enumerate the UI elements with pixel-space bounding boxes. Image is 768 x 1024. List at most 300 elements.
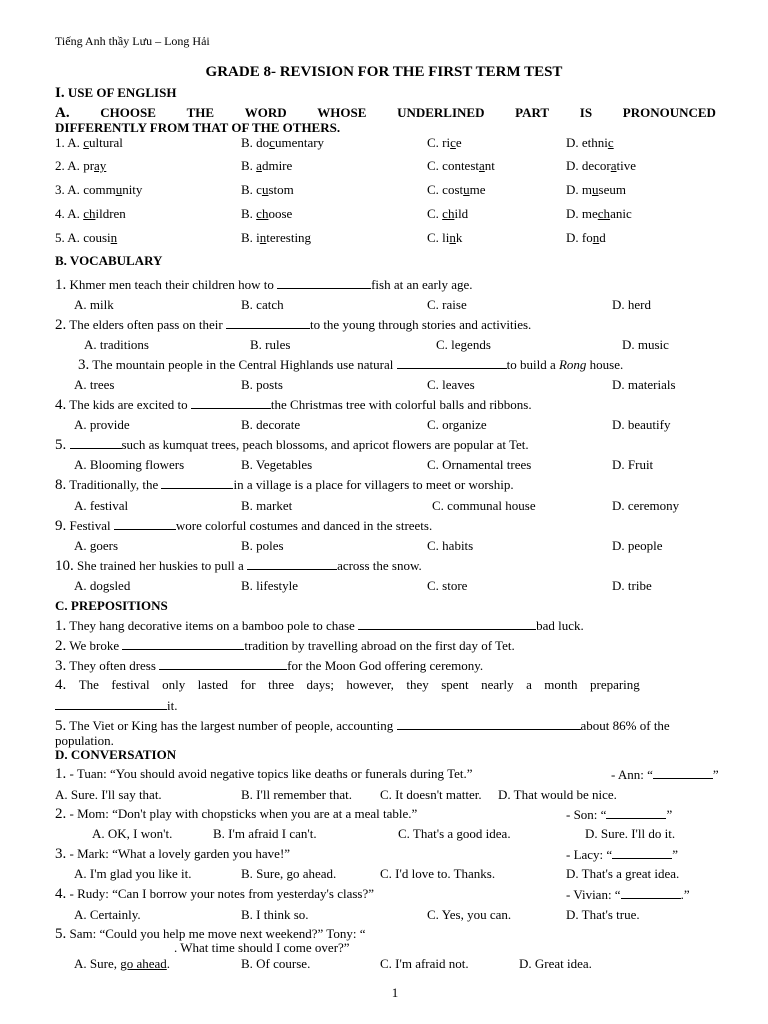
answer-option[interactable] — [213, 826, 317, 842]
answer-blank[interactable] — [247, 557, 337, 570]
answer-blank[interactable] — [161, 476, 233, 489]
question-number: 10. — [55, 558, 74, 574]
section-d-heading: D. CONVERSATION — [55, 747, 177, 762]
word-part: dmire — [261, 158, 293, 173]
word-part: oose — [268, 206, 293, 221]
word-part: stom — [268, 182, 294, 197]
prep-question-q3 — [55, 657, 483, 674]
section-a-letter: A. — [55, 105, 70, 121]
question-text: to the young through stories and activities. — [309, 317, 532, 332]
answer-option[interactable] — [74, 578, 130, 594]
answer-blank[interactable] — [122, 637, 244, 650]
pron-option[interactable] — [427, 182, 486, 198]
answer-option[interactable] — [74, 907, 141, 923]
answer-option[interactable] — [241, 538, 284, 554]
answer-option[interactable] — [74, 956, 170, 972]
answer-option[interactable] — [241, 787, 352, 803]
answer-option[interactable] — [241, 377, 283, 393]
word-part: teresting — [266, 230, 312, 245]
option-text: A. provide — [74, 417, 130, 432]
option-text: C. It doesn't matter. — [380, 787, 482, 802]
question-text: - Mom: “Don't play with chopsticks when you are at a meal table.” — [69, 806, 418, 821]
word-part: me — [469, 182, 486, 197]
option-text: C. organize — [427, 417, 487, 432]
pron-option[interactable] — [241, 135, 324, 151]
answer-blank[interactable] — [114, 517, 176, 530]
option-letter: D. — [566, 158, 582, 173]
option-letter: C. — [427, 230, 443, 245]
option-text: C. Yes, you can. — [427, 907, 512, 922]
vocab-question-q3 — [78, 356, 623, 373]
conv-question-q3 — [55, 846, 290, 862]
option-letter: B. — [241, 206, 257, 221]
answer-option[interactable] — [612, 538, 663, 554]
option-letter: A. — [67, 230, 84, 245]
pron-option[interactable] — [241, 182, 294, 198]
option-text: D. herd — [612, 297, 651, 312]
option-letter: A. — [67, 182, 84, 197]
answer-option[interactable] — [380, 787, 482, 803]
heading-word: THE — [186, 105, 215, 120]
question-word: however, — [346, 677, 394, 692]
question-text: - Mark: “What a lovely garden you have!” — [69, 846, 291, 861]
question-number: 4. — [55, 397, 67, 413]
page-title: GRADE 8- REVISION FOR THE FIRST TERM TEST — [205, 64, 563, 80]
answer-option[interactable] — [566, 866, 679, 882]
option-text: D. tribe — [612, 578, 652, 593]
question-word: three — [268, 677, 295, 692]
word-part: c — [256, 182, 262, 197]
answer-option[interactable] — [74, 498, 128, 514]
question-number: 3. — [55, 182, 65, 197]
answer-option[interactable] — [241, 866, 336, 882]
option-text: C. Ornamental trees — [427, 457, 532, 472]
answer-blank[interactable] — [70, 436, 122, 449]
question-text-line2: population. — [55, 733, 114, 748]
answer-option[interactable] — [92, 826, 172, 842]
question-text: about 86% of the — [580, 718, 670, 733]
reply-close: ” — [666, 807, 673, 822]
answer-blank[interactable] — [397, 356, 507, 369]
question-text: . What time should I come over?” — [174, 940, 350, 955]
section-a-heading — [55, 105, 716, 121]
question-number: 4. — [55, 677, 67, 693]
answer-option[interactable] — [250, 337, 290, 353]
option-text: B. rules — [250, 337, 291, 352]
conv-question-q5-line2 — [74, 940, 350, 956]
option-text: B. I think so. — [241, 907, 309, 922]
reply-speaker: - Vivian: “ — [566, 887, 621, 902]
pron-option[interactable] — [55, 182, 142, 198]
underlined-part: c — [269, 135, 275, 150]
word-part: comm — [83, 182, 116, 197]
option-text: D. Sure. I'll do it. — [585, 826, 676, 841]
answer-blank[interactable] — [226, 316, 310, 329]
option-text: C. I'd love to. Thanks. — [380, 866, 496, 881]
answer-option[interactable] — [612, 457, 653, 473]
word-part: seum — [598, 182, 626, 197]
question-number: 5. — [55, 718, 67, 734]
pron-option[interactable] — [566, 182, 626, 198]
question-italic-text: Rong — [558, 357, 587, 372]
answer-option[interactable] — [241, 297, 284, 313]
option-text: C. raise — [427, 297, 467, 312]
question-number: 4. — [55, 886, 67, 902]
answer-blank[interactable] — [191, 396, 271, 409]
question-text: The mountain people in the Central Highlands use natural — [92, 357, 397, 372]
section-b-heading: B. VOCABULARY — [55, 253, 163, 268]
answer-option[interactable] — [427, 538, 473, 554]
pron-option[interactable] — [427, 158, 495, 174]
question-word: days; — [306, 677, 334, 692]
pron-option[interactable] — [241, 206, 292, 222]
option-text: D. materials — [612, 377, 676, 392]
heading-word: PART — [515, 105, 550, 120]
reply-speaker: - Lacy: “ — [566, 847, 613, 862]
option-letter: A. — [67, 135, 84, 150]
pron-option[interactable] — [55, 230, 117, 246]
word-part: cousi — [83, 230, 111, 245]
option-text: D. Fruit — [612, 457, 654, 472]
option-text: A. OK, I won't. — [92, 826, 173, 841]
answer-option[interactable] — [84, 337, 149, 353]
word-part: umentary — [274, 135, 325, 150]
option-underlined-text: go ahead — [120, 956, 167, 971]
option-text: B. Vegetables — [241, 457, 313, 472]
question-text: They hang decorative items on a bamboo pole to chase — [69, 618, 359, 633]
option-text: B. posts — [241, 377, 283, 392]
answer-option[interactable] — [380, 866, 495, 882]
answer-option[interactable] — [427, 578, 467, 594]
section-c-heading: C. PREPOSITIONS — [55, 598, 168, 613]
question-text: Festival — [69, 518, 114, 533]
question-text: Khmer men teach their children how to — [69, 277, 278, 292]
question-word: for — [240, 677, 256, 692]
option-letter: A. — [67, 206, 84, 221]
underlined-part: ch — [83, 206, 96, 221]
answer-option[interactable] — [74, 538, 118, 554]
option-letter: D. — [566, 182, 582, 197]
vocab-question-q8 — [55, 476, 514, 493]
option-text: C. habits — [427, 538, 474, 553]
underlined-part: ch — [256, 206, 269, 221]
header-note: Tiếng Anh thầy Lưu – Long Hải — [55, 34, 210, 48]
question-number: 3. — [55, 846, 67, 862]
option-text: B. I'm afraid I can't. — [213, 826, 317, 841]
option-text: A. traditions — [84, 337, 149, 352]
reply-speaker: - Son: “ — [566, 807, 607, 822]
pron-option[interactable] — [566, 135, 614, 151]
conv-question-q1 — [55, 766, 473, 782]
option-letter: D. — [566, 135, 582, 150]
answer-option[interactable] — [241, 417, 300, 433]
word-part: decor — [581, 158, 611, 173]
answer-option[interactable] — [427, 417, 487, 433]
option-text: . — [166, 956, 171, 971]
part-heading — [55, 85, 176, 101]
question-number: 3. — [78, 357, 90, 373]
answer-option[interactable] — [427, 457, 531, 473]
question-text: house. — [586, 357, 624, 372]
vocab-question-q1 — [55, 276, 473, 293]
answer-option[interactable] — [566, 907, 640, 923]
option-text: D. people — [612, 538, 663, 553]
pron-option[interactable] — [427, 135, 462, 151]
option-text: A. Certainly. — [74, 907, 141, 922]
underlined-part: a — [256, 158, 262, 173]
question-number: 1. — [55, 618, 67, 634]
question-text: The elders often pass on their — [69, 317, 226, 332]
option-letter: B. — [241, 158, 257, 173]
answer-option[interactable] — [241, 956, 310, 972]
answer-option[interactable] — [612, 578, 652, 594]
question-number: 1. — [55, 766, 67, 782]
answer-option[interactable] — [74, 457, 184, 473]
prep-question-q1 — [55, 617, 584, 634]
reply-close: ” — [672, 847, 678, 862]
option-text: A. I'm glad you like it. — [74, 866, 192, 881]
answer-option[interactable] — [398, 826, 511, 842]
question-text: to build a — [506, 357, 559, 372]
underlined-part: n — [592, 230, 600, 245]
answer-option[interactable] — [74, 297, 114, 313]
option-text: D. beautify — [612, 417, 671, 432]
question-word: spent — [441, 677, 469, 692]
option-letter: A. — [67, 158, 84, 173]
word-part: nt — [484, 158, 495, 173]
question-text: the Christmas tree with colorful balls and ribbons. — [270, 397, 532, 412]
question-text: The kids are excited to — [69, 397, 191, 412]
answer-option[interactable] — [427, 377, 475, 393]
pron-option[interactable] — [427, 230, 462, 246]
question-number: 5. — [55, 926, 67, 942]
question-text: - Tuan: “You should avoid negative topics like deaths or funerals during Tet.” — [69, 766, 473, 781]
answer-blank[interactable] — [55, 697, 167, 710]
conv-question-q4 — [55, 886, 374, 902]
word-part: li — [442, 230, 450, 245]
underlined-part: a — [610, 158, 617, 173]
option-text: A. festival — [74, 498, 129, 513]
option-text: B. poles — [241, 538, 284, 553]
reply-close: ” — [712, 767, 719, 782]
word-part: ild — [454, 206, 469, 221]
question-text: wore colorful costumes and danced in the streets. — [175, 518, 433, 533]
underlined-part: u — [261, 182, 269, 197]
pron-option[interactable] — [241, 230, 311, 246]
underlined-part: c — [450, 135, 456, 150]
question-text: tradition by travelling abroad on the first day of Tet. — [244, 638, 515, 653]
underlined-part: ch — [442, 206, 455, 221]
option-text: B. lifestyle — [241, 578, 299, 593]
option-text: D. That would be nice. — [498, 787, 617, 802]
pron-option[interactable] — [241, 158, 292, 174]
answer-option[interactable] — [380, 956, 469, 972]
answer-option[interactable] — [519, 956, 592, 972]
option-text: A. Sure. I'll say that. — [55, 787, 162, 802]
pron-option[interactable] — [566, 158, 636, 174]
option-letter: C. — [427, 182, 443, 197]
underlined-part: ch — [597, 206, 611, 221]
answer-option[interactable] — [612, 417, 670, 433]
option-text: A. dogsled — [74, 578, 131, 593]
question-word: only — [162, 677, 186, 692]
answer-option[interactable] — [427, 907, 511, 923]
option-text: B. decorate — [241, 417, 301, 432]
answer-option[interactable] — [427, 297, 467, 313]
word-part: anic — [610, 206, 632, 221]
answer-blank[interactable] — [358, 617, 536, 630]
word-part: nity — [122, 182, 143, 197]
answer-blank[interactable] — [612, 846, 672, 859]
answer-option[interactable] — [55, 787, 162, 803]
pron-option[interactable] — [566, 206, 632, 222]
option-text: A. milk — [74, 297, 114, 312]
answer-option[interactable] — [432, 498, 536, 514]
vocab-question-q10 — [55, 557, 422, 574]
question-number: 2. — [55, 638, 67, 654]
pron-option[interactable] — [55, 206, 126, 222]
pron-option[interactable] — [566, 230, 606, 246]
question-text: in a village is a place for villagers to meet or worship. — [233, 477, 514, 492]
answer-blank[interactable] — [653, 766, 713, 779]
answer-option[interactable] — [241, 578, 298, 594]
question-number: 9. — [55, 518, 67, 534]
answer-blank[interactable] — [277, 276, 371, 289]
answer-option[interactable] — [585, 826, 675, 842]
prep-question-q4-line2 — [55, 697, 177, 714]
answer-blank[interactable] — [397, 717, 581, 730]
option-text: A. Blooming flowers — [74, 457, 185, 472]
question-text: Traditionally, the — [69, 477, 162, 492]
option-letter: C. — [427, 206, 443, 221]
question-number: 1. — [55, 277, 67, 293]
word-part: fo — [581, 230, 593, 245]
answer-option[interactable] — [74, 866, 192, 882]
question-number: 4. — [55, 206, 65, 221]
question-text: fish at an early age. — [371, 277, 473, 292]
prep-question-q4 — [55, 677, 640, 693]
question-text: She trained her huskies to pull a — [77, 558, 248, 573]
option-text: B. market — [241, 498, 293, 513]
word-part: d — [599, 230, 606, 245]
section-a-heading-line2: DIFFERENTLY FROM THAT OF THE OTHERS. — [55, 120, 341, 135]
word-part: pr — [83, 158, 95, 173]
question-word: lasted — [197, 677, 228, 692]
heading-word: WORD — [244, 105, 287, 120]
answer-option[interactable] — [612, 297, 651, 313]
word-part: k — [455, 230, 463, 245]
question-word: nearly — [481, 677, 514, 692]
underlined-part: u — [115, 182, 123, 197]
question-text: it. — [167, 698, 178, 713]
heading-word: CHOOSE — [100, 105, 156, 120]
question-number: 8. — [55, 477, 67, 493]
pron-option[interactable] — [55, 135, 123, 151]
option-letter: D. — [566, 206, 582, 221]
option-letter: B. — [241, 230, 257, 245]
heading-word: PRONOUNCED — [622, 105, 716, 120]
answer-blank[interactable] — [606, 806, 666, 819]
option-text: C. store — [427, 578, 468, 593]
part-label: USE OF ENGLISH — [67, 85, 177, 100]
reply-prompt — [566, 806, 672, 823]
question-text: such as kumquat trees, peach blossoms, and apricot flowers are popular at Tet. — [121, 437, 529, 452]
reply-prompt — [566, 846, 678, 863]
word-part: e — [455, 135, 462, 150]
option-text: D. That's a great idea. — [566, 866, 680, 881]
answer-option[interactable] — [74, 417, 130, 433]
question-word: month — [544, 677, 578, 692]
question-text: The Viet or King has the largest number of people, accounting — [69, 718, 397, 733]
question-number: 2. — [55, 806, 67, 822]
answer-blank[interactable] — [159, 657, 287, 670]
part-number: I. — [55, 85, 65, 101]
underlined-part: a — [479, 158, 485, 173]
answer-option[interactable] — [612, 377, 676, 393]
answer-option[interactable] — [498, 787, 617, 803]
option-text: C. legends — [436, 337, 491, 352]
option-letter: B. — [241, 182, 257, 197]
question-text: across the snow. — [337, 558, 422, 573]
option-letter: C. — [427, 135, 443, 150]
option-letter: C. — [427, 158, 443, 173]
underlined-part: n — [110, 230, 118, 245]
answer-option[interactable] — [74, 377, 114, 393]
answer-option[interactable] — [241, 907, 309, 923]
vocab-question-q5 — [55, 436, 529, 453]
word-part: m — [581, 182, 593, 197]
answer-option[interactable] — [241, 498, 292, 514]
reply-close: .” — [680, 887, 690, 902]
option-text: B. Of course. — [241, 956, 311, 971]
option-text: D. Great idea. — [519, 956, 592, 971]
option-text: C. That's a good idea. — [398, 826, 511, 841]
answer-blank[interactable] — [621, 886, 681, 899]
answer-option[interactable] — [622, 337, 669, 353]
option-text: B. I'll remember that. — [241, 787, 353, 802]
answer-option[interactable] — [241, 457, 312, 473]
reply-speaker: - Ann: “ — [611, 767, 653, 782]
vocab-question-q9 — [55, 517, 432, 534]
question-word: preparing — [589, 677, 640, 692]
question-word: a — [526, 677, 532, 692]
word-part: ultural — [88, 135, 123, 150]
underlined-part: n — [259, 230, 267, 245]
word-part: ildren — [95, 206, 126, 221]
word-part: tive — [616, 158, 637, 173]
vocab-question-q2 — [55, 316, 531, 333]
word-part: do — [256, 135, 270, 150]
prep-question-q5 — [55, 717, 670, 734]
question-word: The — [78, 677, 99, 692]
answer-option[interactable] — [436, 337, 491, 353]
option-text: A. Sure, — [74, 956, 121, 971]
pron-option[interactable] — [427, 206, 468, 222]
option-text: D. ceremony — [612, 498, 680, 513]
heading-word: UNDERLINED — [397, 105, 485, 120]
question-word: festival — [111, 677, 150, 692]
question-number: 5. — [55, 437, 67, 453]
question-word: they — [406, 677, 429, 692]
pron-option[interactable] — [55, 158, 106, 174]
option-letter: D. — [566, 230, 582, 245]
question-text: - Rudy: “Can I borrow your notes from yesterday's class?” — [69, 886, 375, 901]
conv-question-q2 — [55, 806, 417, 822]
underlined-part: u — [592, 182, 599, 197]
answer-option[interactable] — [612, 498, 679, 514]
question-text: bad luck. — [536, 618, 584, 633]
question-text: We broke — [69, 638, 123, 653]
